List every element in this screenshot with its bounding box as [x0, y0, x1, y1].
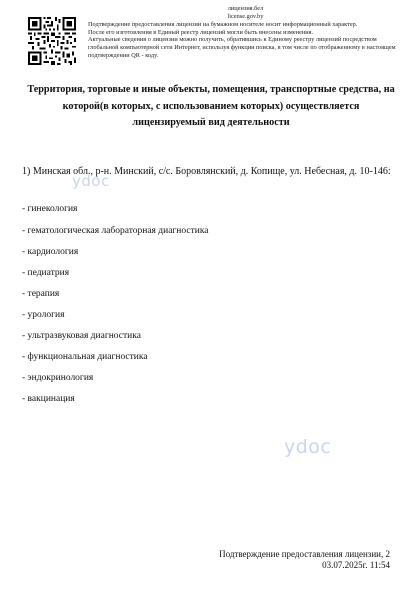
activity-item: - функциональная диагностика — [22, 352, 148, 362]
footer-caption: Подтверждение предоставления лицензии, 2 — [219, 549, 390, 559]
activity-item: - терапия — [22, 289, 60, 299]
activity-item: - гематологическая лабораторная диагностика — [22, 226, 209, 236]
activity-item: - урология — [22, 310, 65, 320]
activity-item: - ультразвуковая диагностика — [22, 331, 141, 341]
notice-line-1: Подтверждение предоставления лицензии на бумажном носителе носит информационный характер. — [88, 21, 358, 29]
qr-code — [27, 16, 77, 66]
watermark: ydoc — [284, 436, 332, 458]
activity-item: - педиатрия — [22, 268, 70, 278]
activity-item: - гинекология — [22, 204, 78, 214]
notice-line-3: Актуальные сведения о лицензии можно получить, обратившись к Единому реестру лицензий посредством глобальной компьютерной сети Интернет, используя функции поиска, в том числе по отображенному в настоящем подтверждении QR - коду. — [88, 36, 396, 59]
site-cyrillic: лицензия.бел — [227, 5, 264, 12]
activity-item: - вакцинация — [22, 394, 75, 404]
site-latin: license.gov.by — [227, 12, 264, 20]
footer-timestamp: 03.07.2025г. 11:54 — [322, 560, 390, 570]
page-footer — [140, 549, 390, 571]
notice-line-2: После его изготовления в Единый реестр лицензий могли быть внесены изменения. — [88, 28, 314, 36]
address-line: 1) Минская обл., р-н. Минский, с/с. Боровлянский, д. Копище, ул. Небесная, д. 10-146: — [22, 166, 391, 177]
activity-item: - эндокринология — [22, 373, 94, 383]
activity-item: - кардиология — [22, 247, 79, 257]
watermark: ydoc — [72, 172, 110, 190]
section-title: Территория, торговые и иные объекты, помещения, транспортные средства, на которой(в которых, с использованием которых) осуществляется лицензируемый вид деятельности — [27, 84, 395, 129]
license-notice — [88, 5, 403, 59]
